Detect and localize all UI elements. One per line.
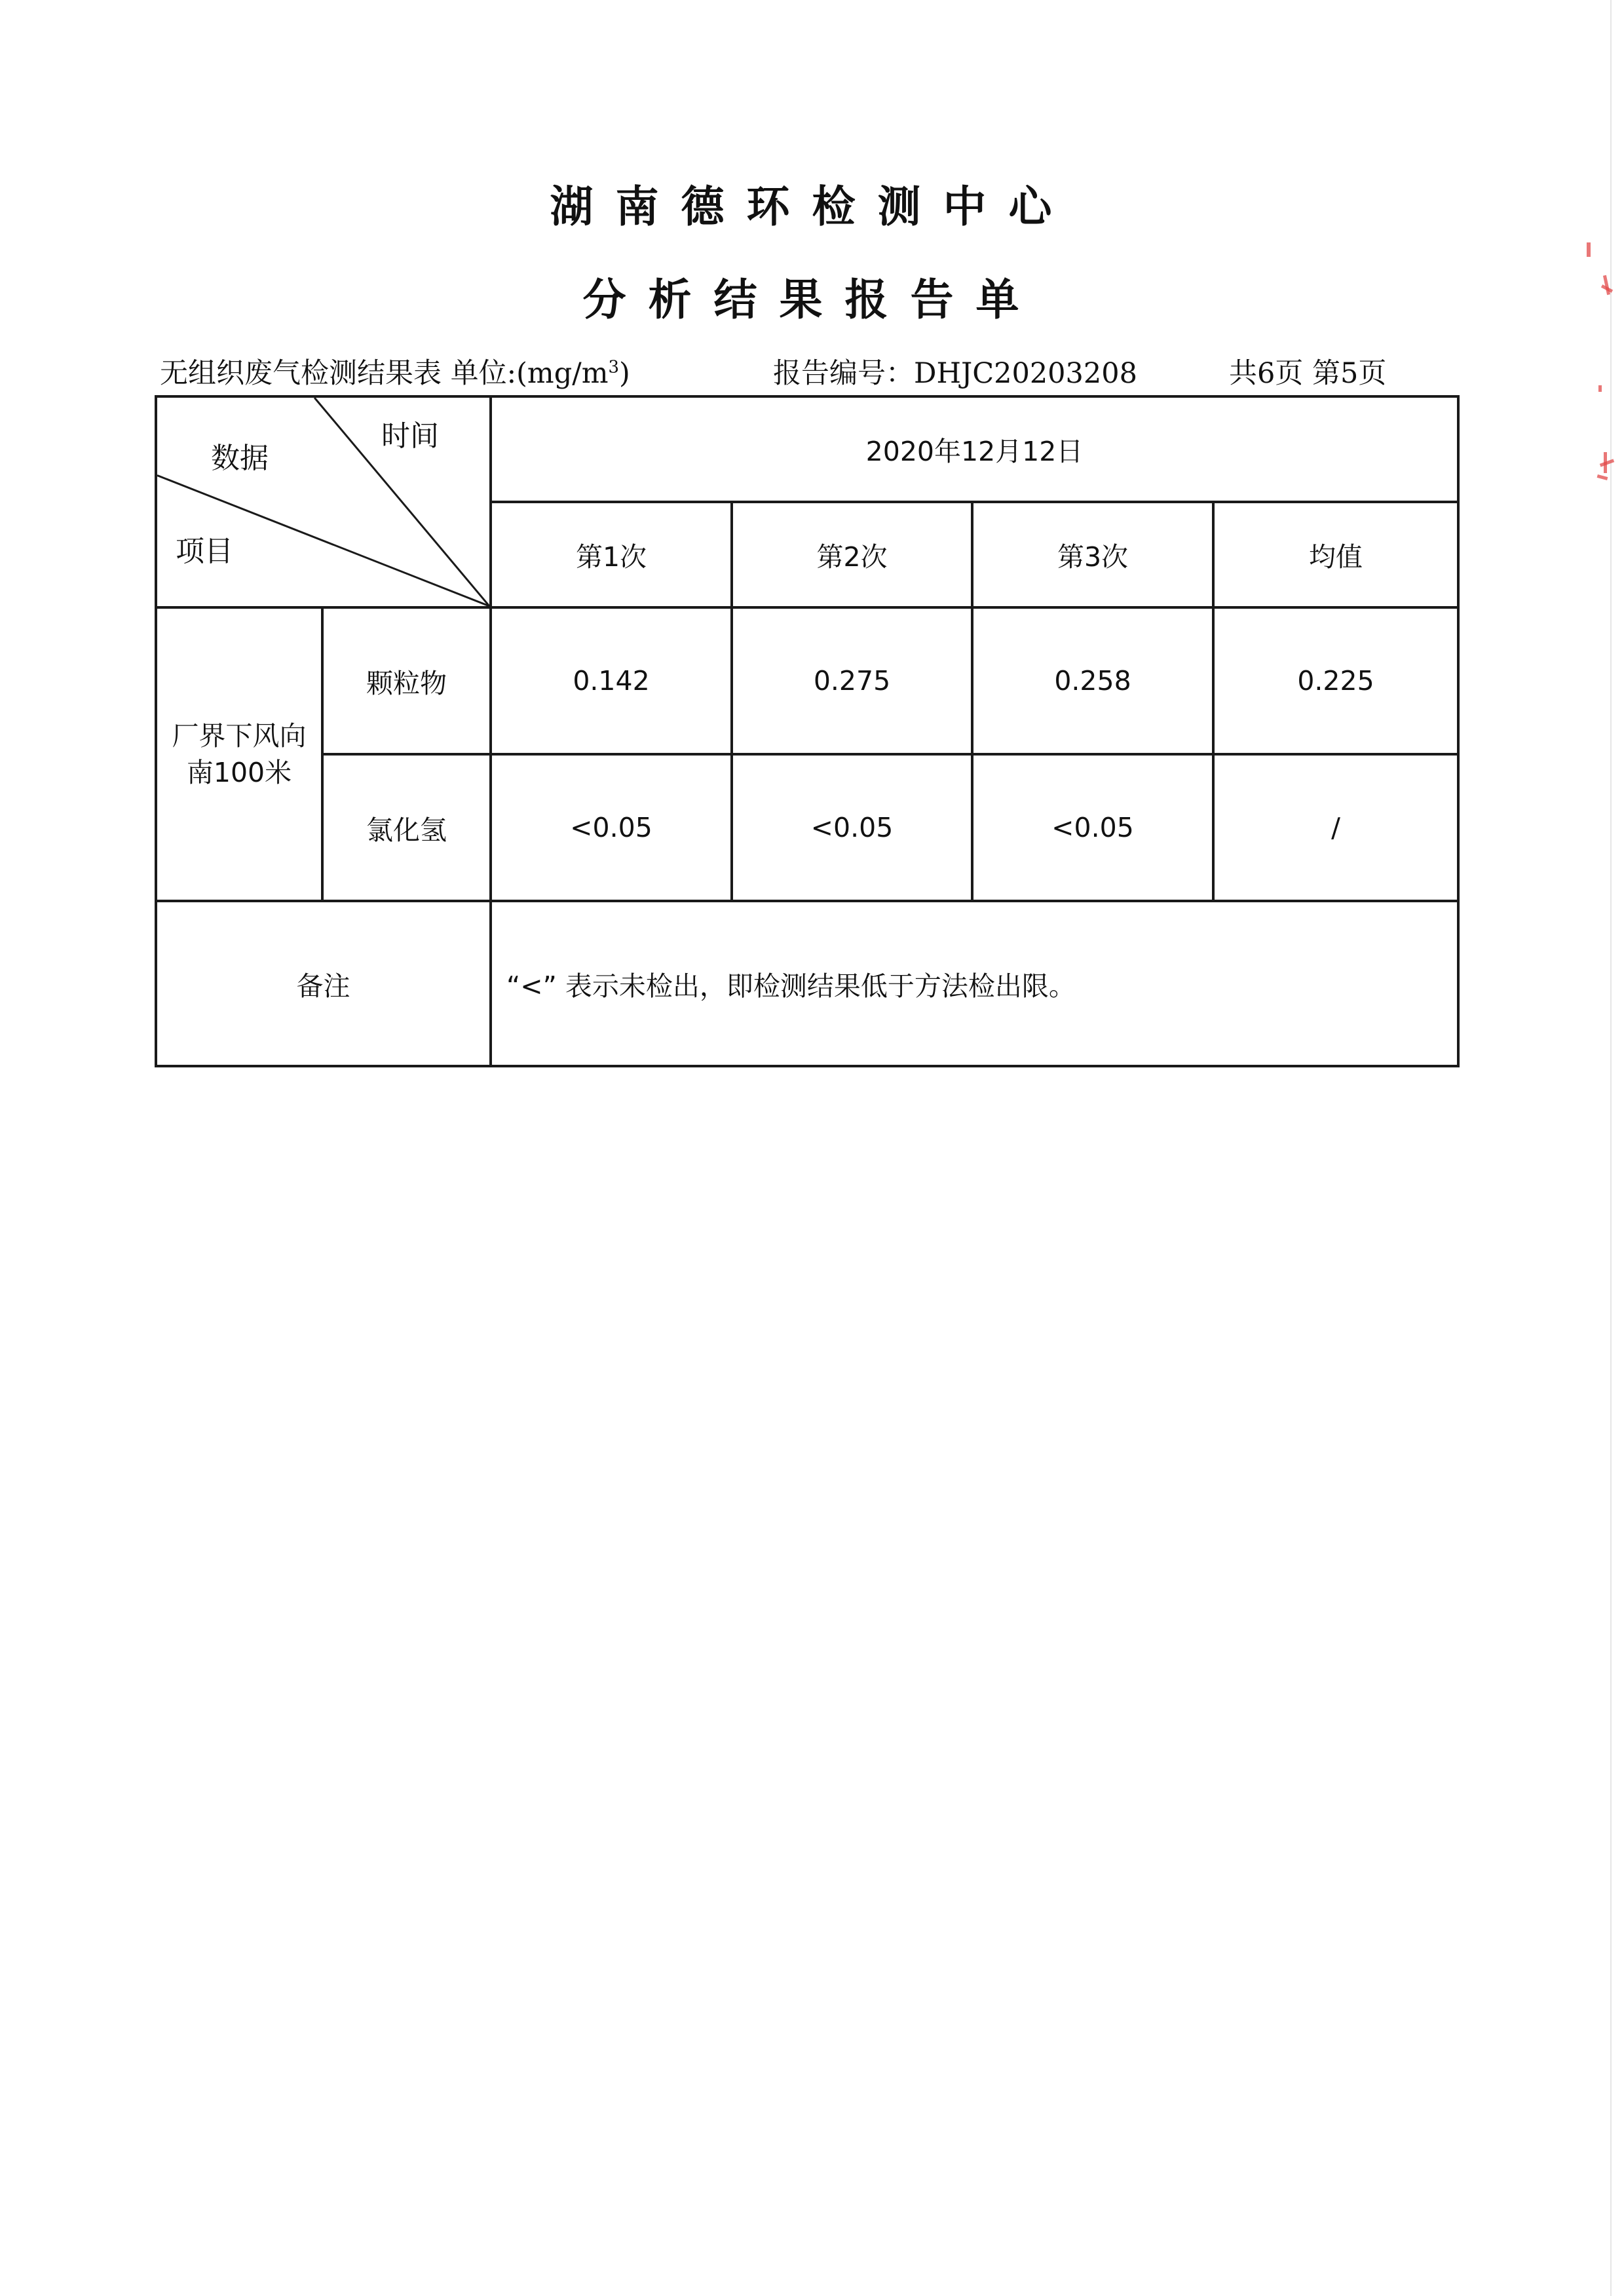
seal-fragment — [1585, 236, 1624, 524]
remark-text: “<” 表示未检出，即检测结果低于方法检出限。 — [491, 901, 1458, 1066]
table-name-text: 无组织废气检测结果表 单位:(mg/m — [160, 357, 609, 390]
table-name-unit — [160, 351, 630, 391]
column-header-2: 第2次 — [732, 502, 972, 607]
unit-close: ) — [619, 357, 630, 390]
value-cell: 0.142 — [491, 607, 732, 754]
column-header-1: 第1次 — [491, 502, 732, 607]
item-name-cell: 氯化氢 — [322, 754, 491, 901]
corner-item-label: 项目 — [176, 535, 233, 568]
document-title: 分析结果报告单 — [582, 275, 1042, 325]
location-cell: 厂界下风向南100米 — [156, 607, 322, 901]
average-cell: / — [1213, 754, 1458, 901]
date-header: 2020年12月12日 — [491, 396, 1458, 502]
org-name: 湖南德环检测中心 — [550, 182, 1074, 232]
corner-header-cell — [156, 396, 491, 607]
value-cell: <0.05 — [491, 754, 732, 901]
remark-label: 备注 — [156, 901, 491, 1066]
average-cell: 0.225 — [1213, 607, 1458, 754]
unit-superscript: 3 — [608, 357, 620, 377]
report-number: 报告编号：DHJC20203208 — [773, 357, 1137, 390]
corner-data-label: 数据 — [211, 442, 269, 475]
column-header-3: 第3次 — [972, 502, 1213, 607]
value-cell: 0.258 — [972, 607, 1213, 754]
corner-time-label: 时间 — [381, 419, 439, 453]
value-cell: <0.05 — [972, 754, 1213, 901]
column-header-average: 均值 — [1213, 502, 1458, 607]
corner-diagonals — [157, 398, 489, 606]
value-cell: <0.05 — [732, 754, 972, 901]
value-cell: 0.275 — [732, 607, 972, 754]
results-table — [155, 395, 1460, 1067]
item-name-cell: 颗粒物 — [322, 607, 491, 754]
page-info: 共6页 第5页 — [1229, 357, 1387, 390]
